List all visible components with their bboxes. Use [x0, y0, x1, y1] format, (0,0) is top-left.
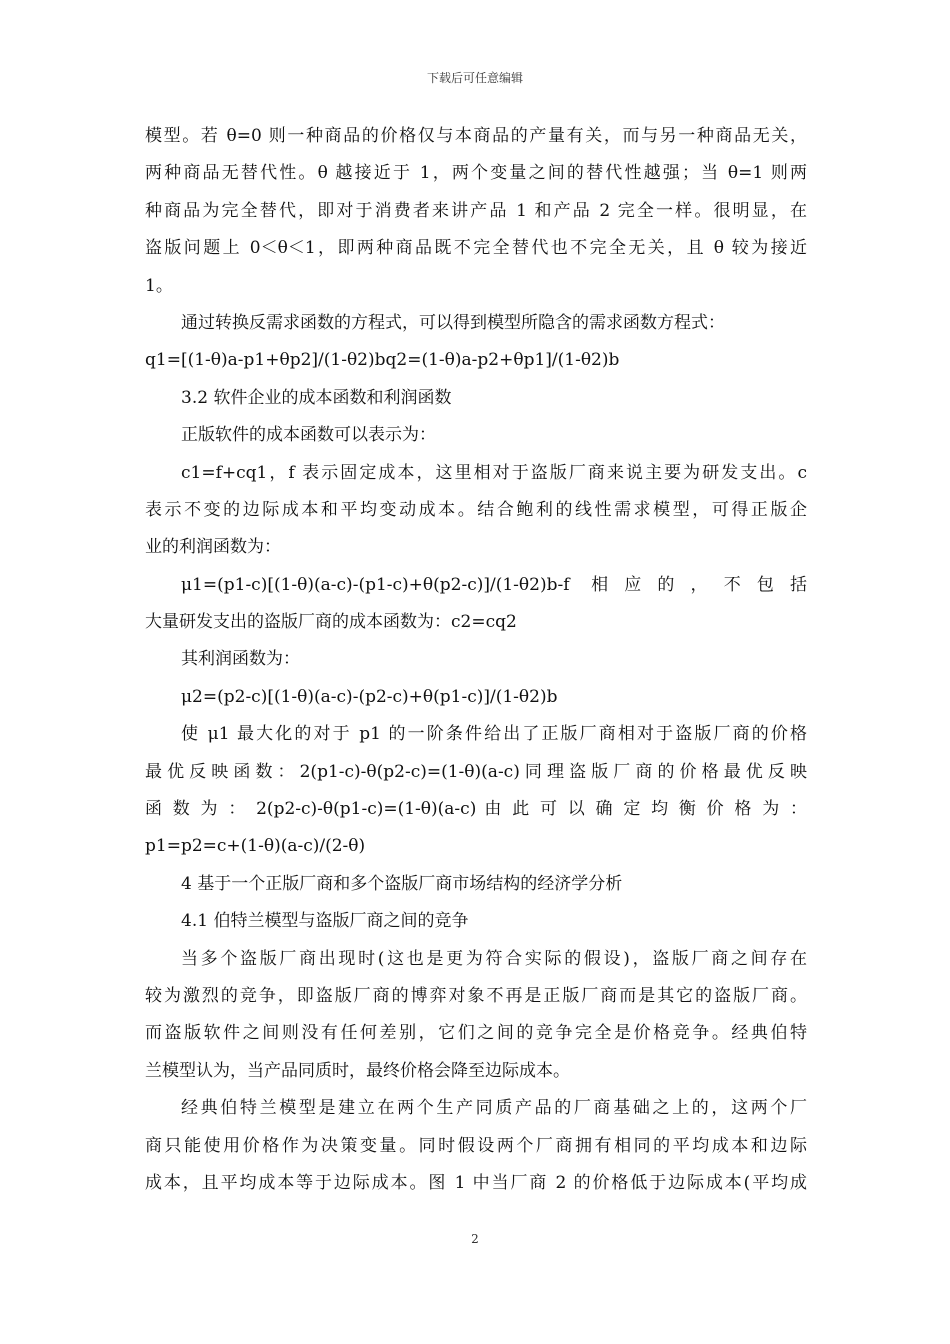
- text-line: 1。: [145, 275, 173, 296]
- section-heading: 3.2 软件企业的成本函数和利润函数: [181, 387, 452, 408]
- text-line: 成本，且平均成本等于边际成本。图 1 中当厂商 2 的价格低于边际成本(平均成: [145, 1172, 807, 1193]
- text-line: 商只能使用价格作为决策变量。同时假设两个厂商拥有相同的平均成本和边际: [145, 1135, 807, 1156]
- equation-line: μ1=(p1-c)[(1-θ)(a-c)-(p1-c)+θ(p2-c)]/(1-θ2)b-f 相应的，不包括: [181, 574, 807, 595]
- equation-line: q1=[(1-θ)a-p1+θp2]/(1-θ2)bq2=(1-θ)a-p2+θp1]/(1-θ2)b: [145, 350, 620, 371]
- page-number: 2: [471, 1232, 479, 1246]
- equation-line: p1=p2=c+(1-θ)(a-c)/(2-θ): [145, 836, 366, 857]
- text-line: 大量研发支出的盗版厂商的成本函数为：c2=cq2: [145, 612, 517, 633]
- text-line: 最优反映函数：2(p1-c)-θ(p2-c)=(1-θ)(a-c)同理盗版厂商的价格最优反映: [145, 761, 807, 782]
- equation-line: μ2=(p2-c)[(1-θ)(a-c)-(p2-c)+θ(p1-c)]/(1-θ2)b: [181, 686, 558, 707]
- text-line: 通过转换反需求函数的方程式，可以得到模型所隐含的需求函数方程式：: [181, 312, 725, 333]
- text-line: 表示不变的边际成本和平均变动成本。结合鲍利的线性需求模型，可得正版企: [145, 499, 807, 520]
- text-line: 当多个盗版厂商出现时(这也是更为符合实际的假设)，盗版厂商之间存在: [181, 948, 807, 969]
- text-line: 种商品为完全替代，即对于消费者来讲产品 1 和产品 2 完全一样。很明显，在: [145, 200, 807, 221]
- text-line: c1=f+cq1，f 表示固定成本，这里相对于盗版厂商来说主要为研发支出。c: [181, 462, 807, 483]
- text-line: 函 数 为 ： 2(p2-c)-θ(p1-c)=(1-θ)(a-c) 由 此 可 以 确 定 均 衡 价 格 为 ：: [145, 799, 807, 820]
- text-line: 较为激烈的竞争，即盗版厂商的博弈对象不再是正版厂商而是其它的盗版厂商。: [145, 985, 807, 1006]
- text-line: 使 μ1 最大化的对于 p1 的一阶条件给出了正版厂商相对于盗版厂商的价格: [181, 724, 807, 745]
- text-line: 兰模型认为，当产品同质时，最终价格会降至边际成本。: [145, 1060, 570, 1081]
- text-line: 盗版问题上 0＜θ＜1，即两种商品既不完全替代也不完全无关，且 θ 较为接近: [145, 238, 807, 259]
- text-line: 模型。若 θ=0 则一种商品的价格仅与本商品的产量有关，而与另一种商品无关，: [145, 126, 807, 146]
- text-line: 其利润函数为：: [181, 649, 300, 670]
- text-line: 正版软件的成本函数可以表示为：: [181, 425, 436, 446]
- text-line: 业的利润函数为：: [145, 537, 281, 558]
- text-line: 经典伯特兰模型是建立在两个生产同质产品的厂商基础之上的，这两个厂: [181, 1098, 807, 1119]
- page-header: 下载后可任意编辑: [426, 71, 523, 85]
- text-line: 而盗版软件之间则没有任何差别，它们之间的竞争完全是价格竞争。经典伯特: [145, 1023, 807, 1044]
- section-heading: 4.1 伯特兰模型与盗版厂商之间的竞争: [181, 911, 469, 932]
- document-body: [145, 118, 807, 1202]
- text-line: 两种商品无替代性。θ 越接近于 1，两个变量之间的替代性越强；当 θ=1 则两: [145, 163, 807, 184]
- section-heading: 4 基于一个正版厂商和多个盗版厂商市场结构的经济学分析: [181, 873, 623, 894]
